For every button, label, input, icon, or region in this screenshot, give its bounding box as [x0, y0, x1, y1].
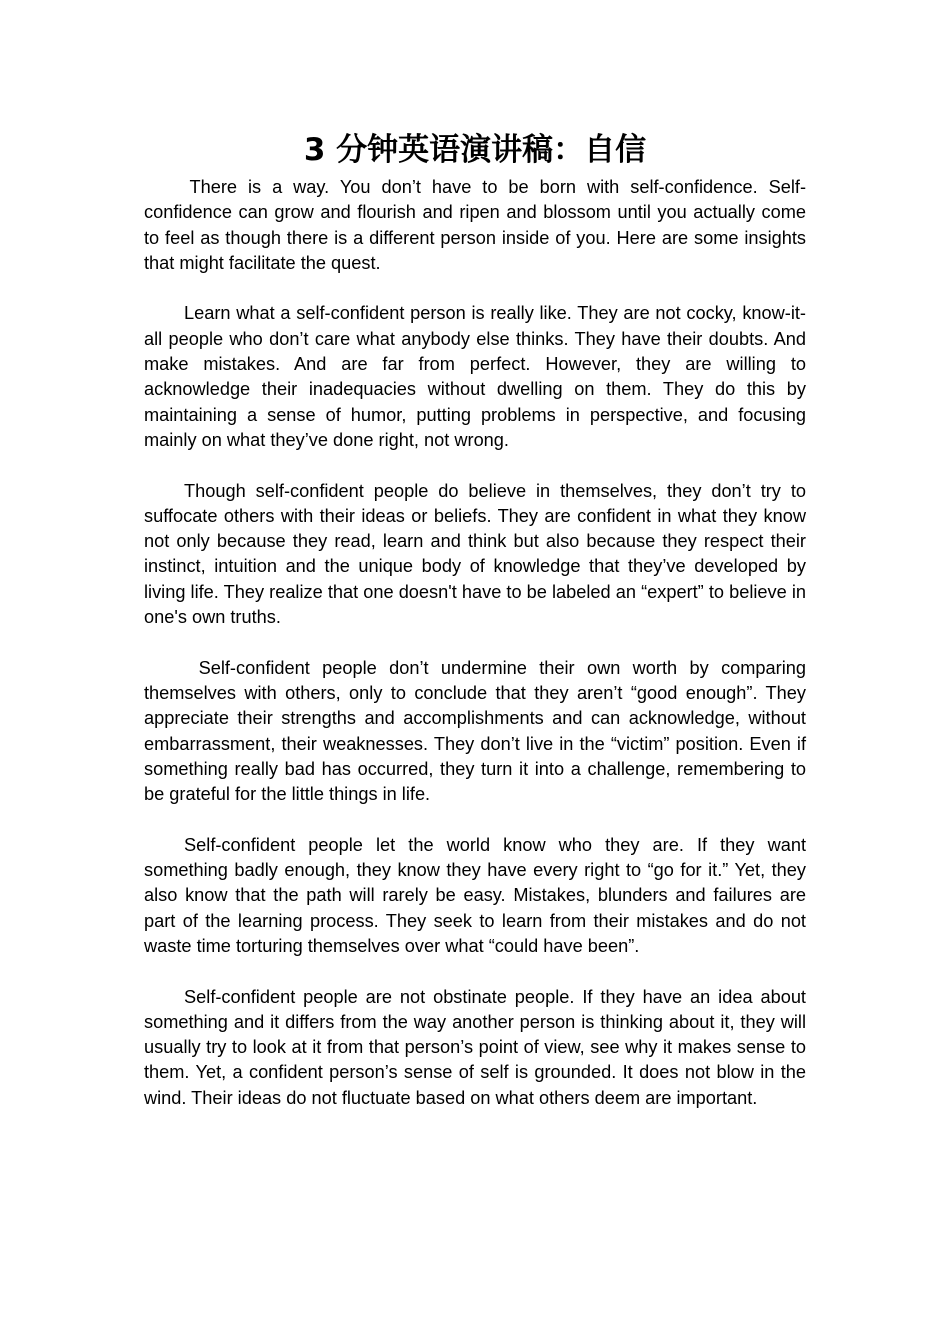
- paragraph-5: Self-confident people let the world know who they are. If they want something badly enough, they know they have every right to “go for it.” Yet, they also know that the path will rarely be easy. Mistakes, blunders and failures are part of the learning process. They seek to learn from their mistakes and do not waste time torturing themselves over what “could have been”.: [144, 834, 806, 956]
- paragraph-4: Self-confident people don’t undermine their own worth by comparing themselves with others, only to conclude that they aren’t “good enough”. They appreciate their strengths and accomplishments and can acknowledge, without embarrassment, their weaknesses. They don’t live in the “victim” position. Even if something really bad has occurred, they turn it into a challenge, remembering to be grateful for the little things in life.: [144, 657, 806, 805]
- document-title: 3 分钟英语演讲稿：自信: [303, 132, 647, 168]
- paragraph-3: Though self-confident people do believe in themselves, they don’t try to suffocate others with their ideas or beliefs. They are confident in what they know not only because they read, learn and think but also because they respect their instinct, intuition and the unique body of knowledge that they’ve developed by living life. They realize that one doesn't have to be labeled an “expert” to believe in one's own truths.: [144, 480, 806, 628]
- document-body: [144, 175, 806, 1136]
- paragraph-6: Self-confident people are not obstinate people. If they have an idea about something and it differs from the way another person is thinking about it, they will usually try to look at it from that person’s point of view, see why it makes sense to them. Yet, a confident person’s sense of self is grounded. It does not blow in the wind. Their ideas do not fluctuate based on what others deem are important.: [144, 986, 806, 1108]
- paragraph-1: There is a way. You don’t have to be born with self-confidence. Self-confidence can grow and flourish and ripen and blossom until you actually come to feel as though there is a different person inside of you. Here are some insights that might facilitate the quest.: [144, 177, 806, 273]
- paragraph-2: Learn what a self-confident person is really like. They are not cocky, know-it-all people who don’t care what anybody else thinks. They have their doubts. And make mistakes. And are far from perfect. However, they are willing to acknowledge their inadequacies without dwelling on them. They do this by maintaining a sense of humor, putting problems in perspective, and focusing mainly on what they’ve done right, not wrong.: [144, 303, 806, 450]
